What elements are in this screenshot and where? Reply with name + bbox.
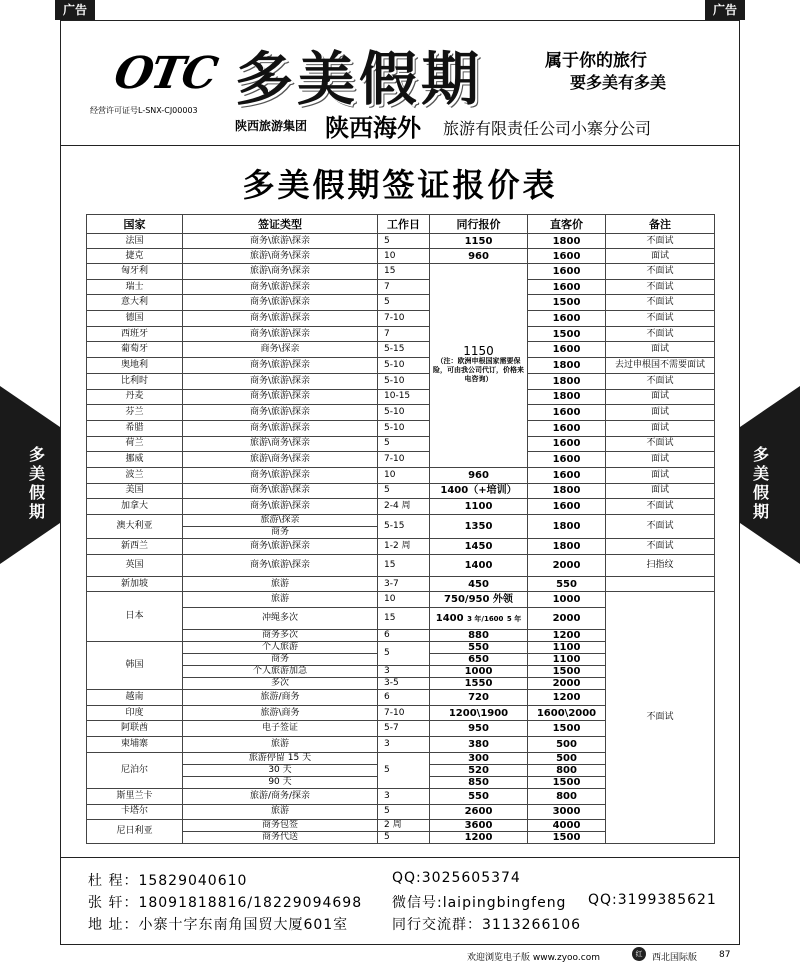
company-suffix: 旅游有限责任公司小寨分公司 [443,119,652,138]
table-row: 葡萄牙 商务\探亲 5-15 1600 面试 [87,342,715,358]
table-row: 卡塔尔 旅游 5 2600 3000 [87,804,715,820]
contact-zhang: 张 轩：18091818816/18229094698 [88,895,363,911]
otc-logo: OTC [110,48,220,99]
table-row: 法国 商务\旅游\探亲 5 1150 1800 不面试 [87,234,715,249]
visa-price-table [86,214,715,844]
th-note: 备注 [606,215,715,234]
table-row: 荷兰 旅游\商务\探亲 5 1600 不面试 [87,436,715,452]
table-row: 多次 3-5 1550 2000 [87,678,715,690]
contact-qq1: QQ:3025605374 [392,870,521,886]
table-row: 柬埔寨 旅游 3 380 500 [87,737,715,753]
table-row: 个人旅游加急 3 1000 1500 [87,666,715,678]
table-row: 澳大利亚 旅游\探亲 5-15 1350 1800 不面试 [87,515,715,527]
table-row: 美国 商务\旅游\探亲 5 1400（+培训） 1800 面试 [87,483,715,499]
page-title: 多美假期签证报价表 [242,166,558,204]
table-row: 挪威 旅游\商务\探亲 7-10 1600 面试 [87,452,715,468]
table-row: 斯里兰卡 旅游/商务/探亲 3 550 800 [87,788,715,804]
contact-du: 杜 程：15829040610 [88,873,248,889]
footer [0,944,800,965]
table-row: 商务多次 6 880 1200 [87,630,715,642]
table-row: 瑞士 商务\旅游\探亲 7 1600 不面试 [87,279,715,295]
table-row: 新西兰 商务\旅游\探亲 1-2 周 1450 1800 不面试 [87,539,715,555]
ad-tag-right: 广告 [705,0,745,20]
table-row: 西班牙 商务\旅游\探亲 7 1500 不面试 [87,326,715,342]
contact-divider [60,857,740,858]
table-row: 奥地利 商务\旅游\探亲 5-10 1800 去过申根国不需要面试 [87,358,715,374]
table-row: 90 天 850 1500 [87,776,715,788]
table-row: 商务 650 1100 [87,654,715,666]
footer-edition: 西北国际版 [652,953,698,963]
brand-name: 多美假期 [235,45,484,113]
th-agent-price: 同行报价 [430,215,528,234]
th-workdays: 工作日 [378,215,430,234]
badge-icon: 红 [632,947,646,961]
table-row: 匈牙利 旅游\商务\探亲 15 1150 （注：欧洲申根国家需要保险，可由我公司代订，价格来电咨询） 1600 不面试 [87,264,715,280]
group-name: 陕西旅游集团 [235,119,308,133]
table-row: 商务 [87,527,715,539]
table-row: 意大利 商务\旅游\探亲 5 1500 不面试 [87,295,715,311]
table-row: 越南 旅游/商务 6 720 1200 [87,690,715,706]
schengen-merged-price: 1150 （注：欧洲申根国家需要保险，可由我公司代订，价格来电咨询） [430,264,528,468]
table-row: 英国 商务\旅游\探亲 15 1400 2000 扫指纹 [87,554,715,576]
contact-group: 同行交流群：3113266106 [392,917,582,933]
table-row: 芬兰 商务\旅游\探亲 5-10 1600 面试 [87,405,715,421]
table-row: 波兰 商务\旅游\探亲 10 960 1600 面试 [87,467,715,483]
th-retail-price: 直客价 [528,215,606,234]
company-name: 陕西海外 [325,113,421,142]
table-row: 日本 旅游 10 750/950 外领 1000 不面试 [87,592,715,608]
table-row: 加拿大 商务\旅游\探亲 2-4 周 1100 1600 不面试 [87,499,715,515]
license-number: 经营许可证号L-SNX-CJ00003 [90,106,198,115]
table-row: 韩国 个人旅游 5 550 1100 [87,642,715,654]
table-header [87,215,715,234]
table-row: 冲绳多次 15 1400 3 年/1600 5 年 2000 [87,608,715,630]
table-row: 印度 旅游\商务 7-10 1200\1900 1600\2000 [87,705,715,721]
table-row: 德国 商务\旅游\探亲 7-10 1600 不面试 [87,311,715,327]
slogan-line2: 要多美有多美 [570,73,667,92]
contact-address: 地 址：小寨十字东南角国贸大厦601室 [88,917,349,933]
table-row: 阿联酋 电子签证 5-7 950 1500 [87,721,715,737]
contact-wechat: 微信号:laipingbingfeng [392,895,567,911]
table-row: 丹麦 商务\旅游\探亲 10-15 1800 面试 [87,389,715,405]
page-number: 87 [719,950,731,960]
table-row: 希腊 商务\旅游\探亲 5-10 1600 面试 [87,420,715,436]
table-row: 捷克 旅游\商务\探亲 10 960 1600 面试 [87,249,715,264]
side-label-right: 多 美 假 期 [752,445,769,521]
table-row: 新加坡 旅游 3-7 450 550 [87,576,715,592]
slogan-line1: 属于你的旅行 [545,51,647,71]
contact-qq2: QQ:3199385621 [588,892,717,908]
visa-free-note: 不面试 [606,592,715,844]
table-row: 商务代送 5 1200 1500 [87,832,715,844]
th-country: 国家 [87,215,183,234]
table-row: 比利时 商务\旅游\探亲 5-10 1800 不面试 [87,373,715,389]
table-row: 尼日利亚 商务包签 2 周 3600 4000 [87,820,715,832]
header [60,20,740,146]
table-row: 30 天 520 800 [87,764,715,776]
footer-url: 欢迎浏览电子版 www.zyoo.com [467,953,600,963]
th-visa-type: 签证类型 [183,215,378,234]
side-label-left: 多 美 假 期 [28,445,45,521]
table-row: 尼泊尔 旅游停留 15 天 5 300 500 [87,752,715,764]
ad-tag-left: 广告 [55,0,95,20]
